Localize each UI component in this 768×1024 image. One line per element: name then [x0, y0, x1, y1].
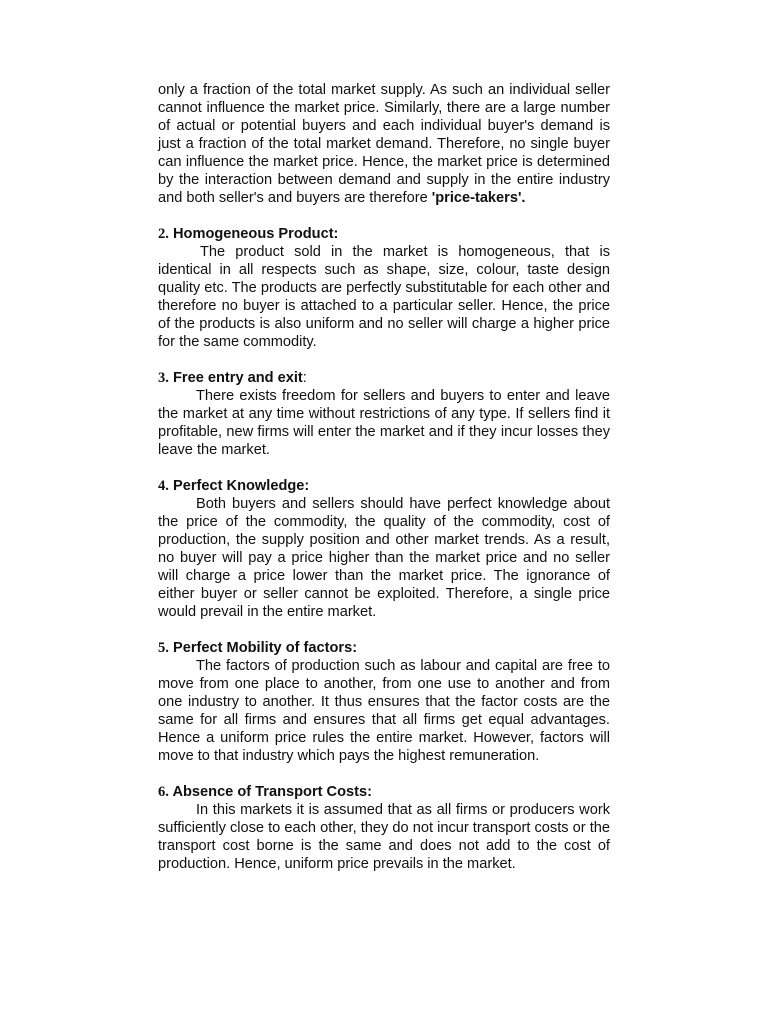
- section-body: There exists freedom for sellers and buyers to enter and leave the market at any time without restrictions of any type. If sellers find it profitable, new firms will enter the market and if they incur losses they leave the market.: [158, 388, 610, 458]
- section-title: Perfect Knowledge:: [173, 478, 310, 494]
- section-body: The factors of production such as labour and capital are free to move from one place to another, from one use to another and from one industry to another. It thus ensures that the factor costs are the same for all firms and ensures that all firms get equal advantages. Hence a uniform price rules the entire market. However, factors will move to that industry which pays the highest remuneration.: [158, 658, 610, 764]
- section-title: Free entry and exit: [173, 370, 303, 386]
- section-perfect-mobility: [158, 639, 610, 765]
- section-heading: [158, 783, 610, 801]
- section-transport-costs: [158, 783, 610, 873]
- section-title: Absence of Transport Costs:: [172, 784, 372, 800]
- section-title: Homogeneous Product:: [173, 226, 339, 242]
- section-heading: [158, 225, 610, 243]
- section-number: 4.: [158, 478, 169, 494]
- section-heading: [158, 369, 610, 387]
- section-body: The product sold in the market is homogeneous, that is identical in all respects such as shape, size, colour, taste design quality etc. The products are perfectly substitutable for each other and therefore no buyer is attached to a particular seller. Hence, the price of the products is also uniform and no seller will charge a higher price for the same commodity.: [158, 244, 610, 350]
- section-homogeneous-product: [158, 225, 610, 351]
- section-number: 2.: [158, 226, 169, 242]
- section-title: Perfect Mobility of factors:: [173, 640, 358, 656]
- intro-paragraph: [158, 81, 610, 207]
- section-perfect-knowledge: [158, 477, 610, 621]
- section-heading: [158, 477, 610, 495]
- section-body: In this markets it is assumed that as all firms or producers work sufficiently close to each other, they do not incur transport costs or the transport cost borne is the same and does not add to the cost of production. Hence, uniform price prevails in the market.: [158, 802, 610, 872]
- price-takers-emphasis: 'price-takers'.: [431, 190, 526, 206]
- section-number: 3.: [158, 370, 169, 386]
- section-title-suffix: :: [302, 370, 307, 386]
- section-free-entry-exit: [158, 369, 610, 459]
- document-page: [158, 81, 610, 873]
- section-number: 5.: [158, 640, 169, 656]
- section-number: 6.: [158, 784, 169, 800]
- section-heading: [158, 639, 610, 657]
- intro-text: only a fraction of the total market supply. As such an individual seller cannot influence the market price. Similarly, there are a large number of actual or potential buyers and each individual buyer's demand is just a fraction of the total market demand. Therefore, no single buyer can influence the market price. Hence, the market price is determined by the interaction between demand and supply in the entire industry and both seller's and buyers are therefore: [158, 82, 610, 206]
- section-body: Both buyers and sellers should have perfect knowledge about the price of the commodity, the quality of the commodity, cost of production, the supply position and other market trends. As a result, no buyer will pay a price higher than the market price and no seller will charge a price lower than the market price. The ignorance of either buyer or seller cannot be exploited. Therefore, a single price would prevail in the entire market.: [158, 496, 610, 620]
